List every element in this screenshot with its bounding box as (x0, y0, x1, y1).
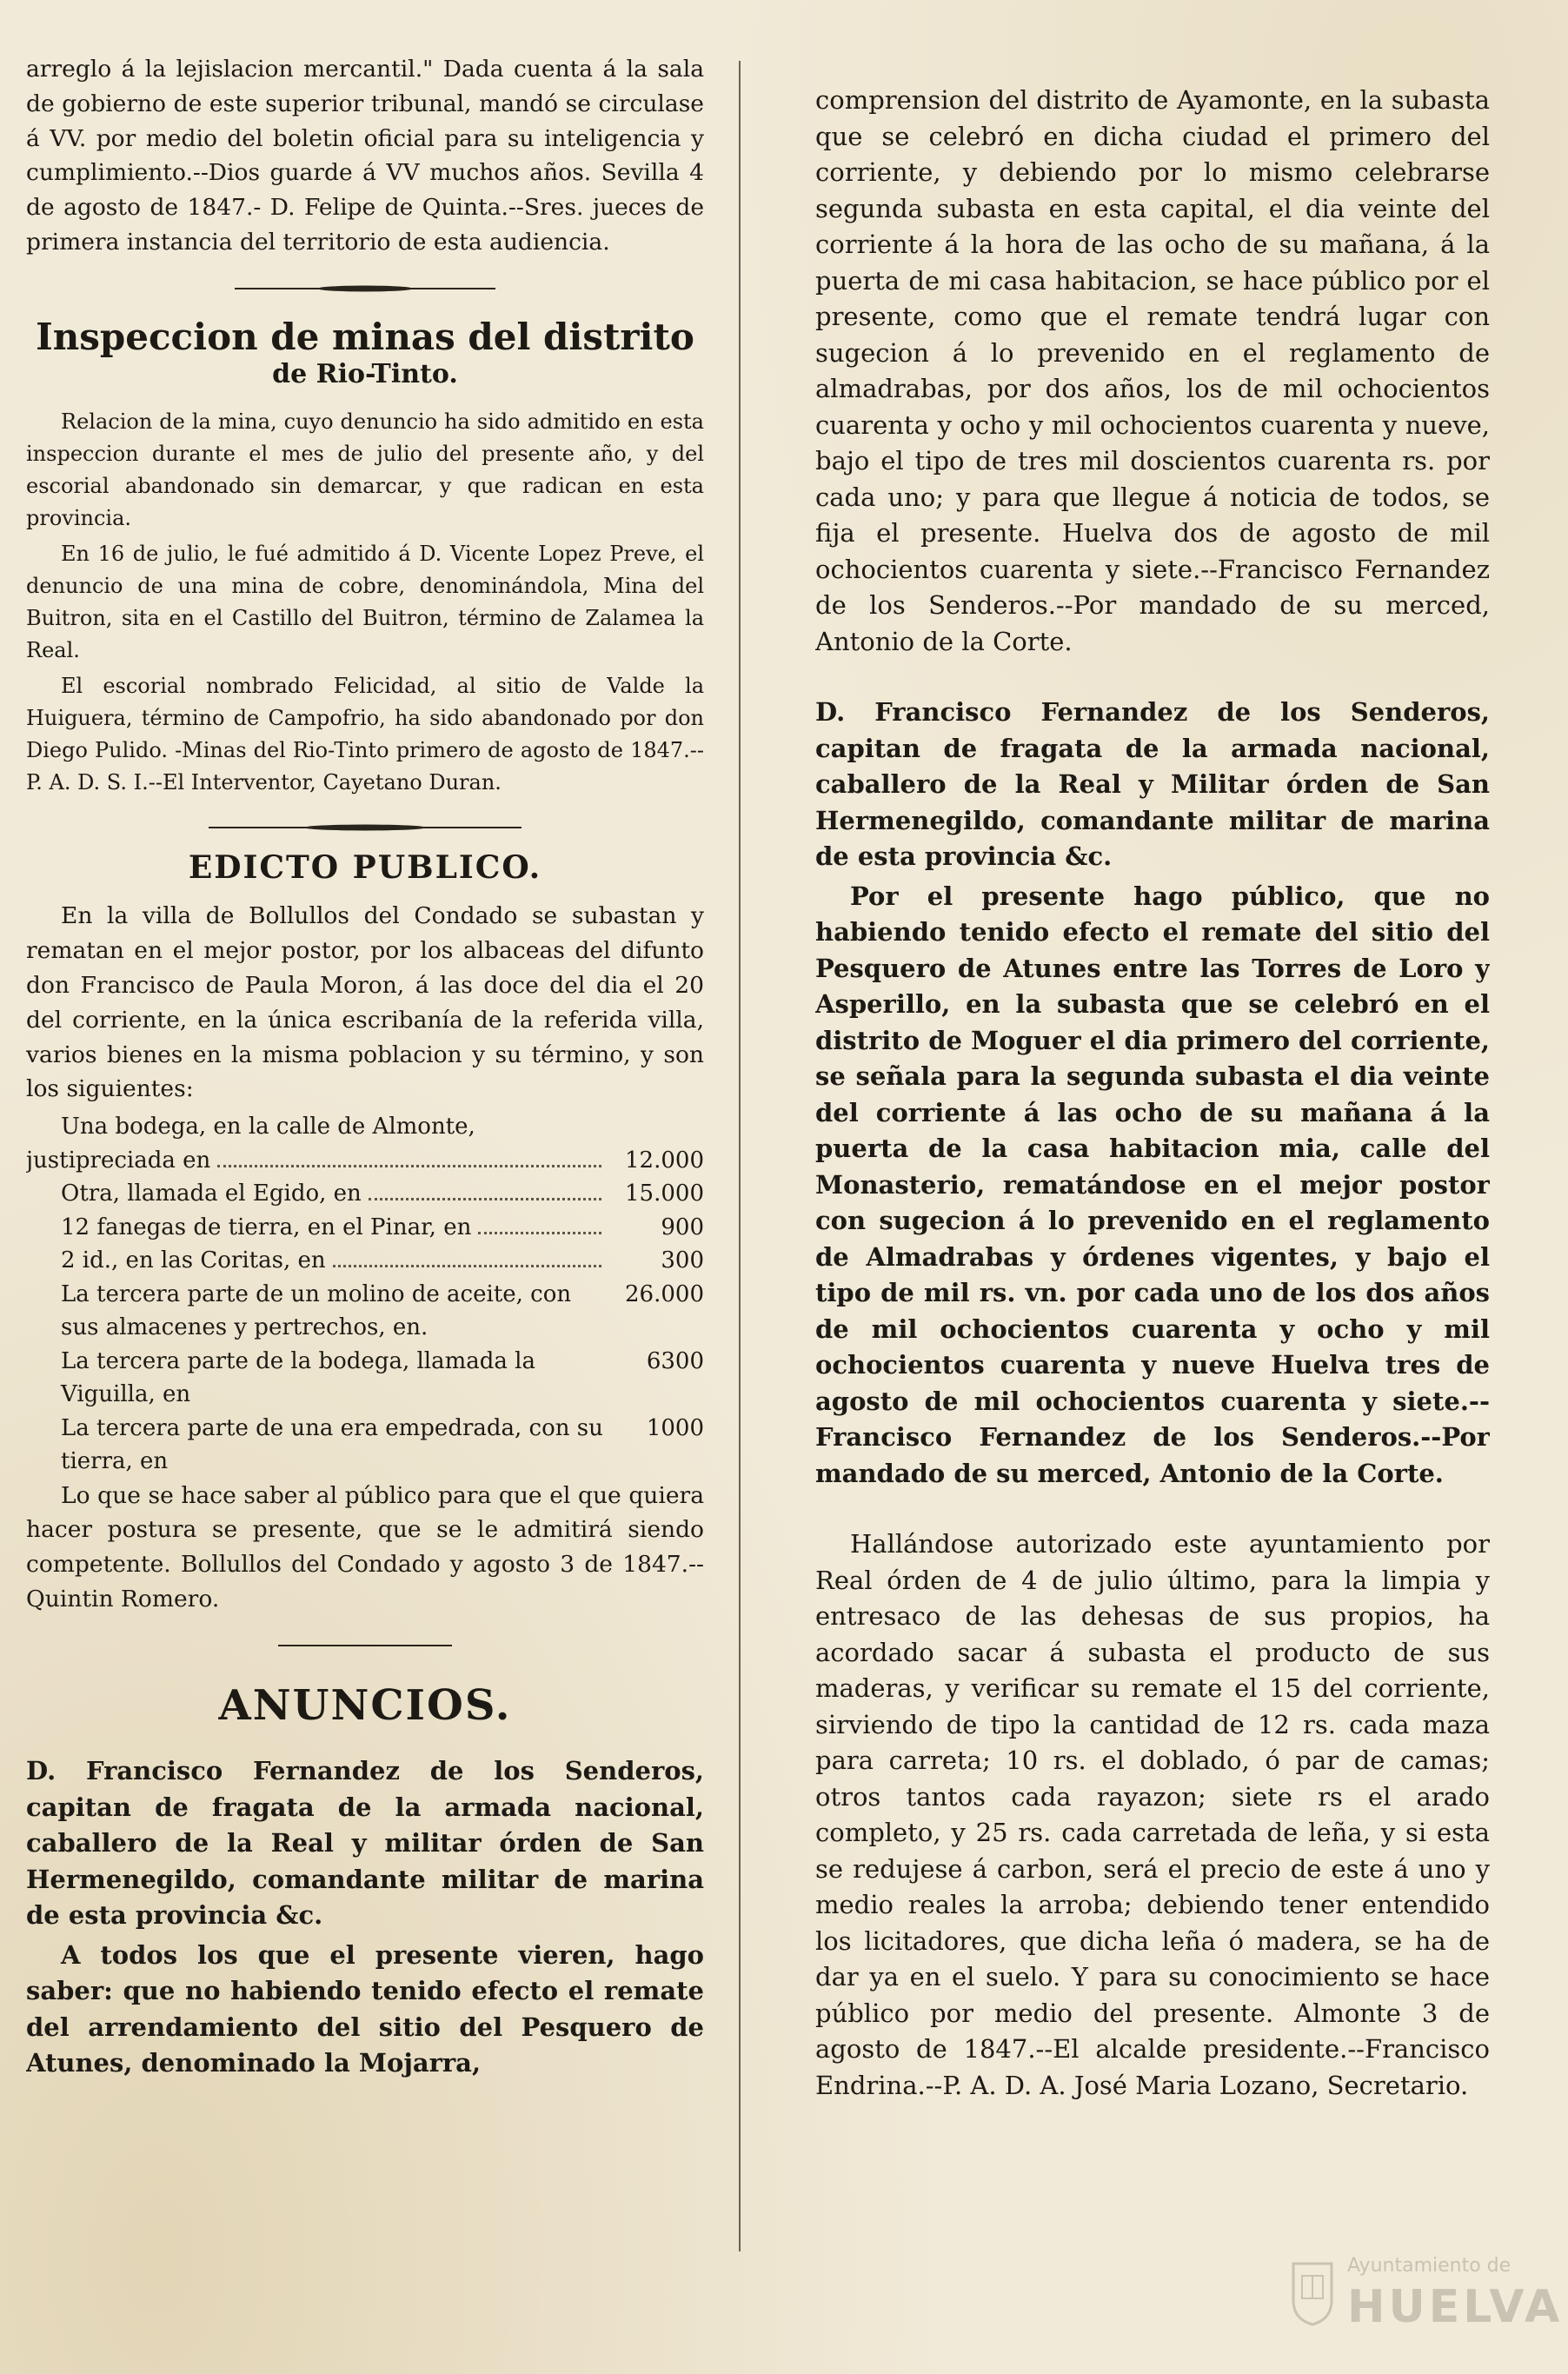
inventory-item (26, 1211, 704, 1245)
inventory-item-label: Otra, llamada el Egido, en (61, 1180, 362, 1207)
anuncios-header: D. Francisco Fernandez de los Senderos, capitan de fragata de la armada nacional, caballero de la Real y militar órden de San Hermenegildo, comandante militar de marina de esta provincia &c. (26, 1756, 704, 1931)
inventory-item-label: Una bodega, en la calle de Almonte, (61, 1114, 475, 1140)
mines-paragraph: El escorial nombrado Felicidad, al sitio de Valde la Huiguera, término de Campofrio, ha sido abandonado por don Diego Pulido. -Minas del Rio-Tinto primero de agosto de 1847.--P. A. D. S. I.--El Interventor, Cayetano Duran. (26, 674, 704, 795)
anuncios-section-title: ANUNCIOS. (218, 1680, 512, 1730)
column-divider (739, 61, 741, 2251)
anuncios-body: A todos los que el presente vieren, hago saber: que no habiendo tenido efecto el remate del arrendamiento del sitio del Pesquero de Atunes, denominado la Mojarra, (26, 1939, 704, 2078)
section-rule (278, 1641, 452, 1650)
section-rule (209, 823, 522, 832)
second-notice-header: D. Francisco Fernandez de los Senderos, capitan de fragata de la armada nacional, caballero de la Real y Militar órden de San Hermenegildo, comandante militar de marina de esta provincia &c. (815, 697, 1490, 871)
inventory-item-label: 2 id., en las Coritas, en (61, 1247, 326, 1274)
watermark-caption: Ayuntamiento de (1347, 2255, 1512, 2277)
continuation-notice (815, 83, 1490, 660)
intro-paragraph: arreglo á la lejislacion mercantil." Dada cuenta á la sala de gobierno de este superior tribunal, mandó se circulase á VV. por medio del boletin oficial para su inteligencia y cumplimiento.--Dios guarde á VV muchos años. Sevilla 4 de agosto de 1847.- D. Felipe de Quinta.--Sres. jueces de primera instancia del territorio de esta audiencia. (26, 56, 704, 256)
continuation-text: comprension del distrito de Ayamonte, en la subasta que se celebró en dicha ciudad el primero del corriente, y debiendo por lo mismo celebrarse segunda subasta en esta capital, el dia veinte del corriente á la hora de las ocho de su mañana, á la puerta de mi casa habitacion, se hace público por el presente, como que el remate tendrá lugar con sugecion á lo prevenido en el reglamento de almadrabas, por dos años, los de mil ochocientos cuarenta y ocho y mil ochocientos cuarenta y nueve, bajo el tipo de tres mil doscientos cuarenta rs. por cada uno; y para que llegue á noticia de todos, se fija el presente. Huelva dos de agosto de mil ochocientos cuarenta y siete.--Francisco Fernandez de los Senderos.--Por mandado de su merced, Antonio de la Corte. (815, 85, 1490, 656)
inventory-item-label: La tercera parte de una era empedrada, con su tierra, en (61, 1414, 603, 1475)
inventory-item-label: 12 fanegas de tierra, en el Pinar, en (61, 1214, 472, 1240)
inventory-item (26, 1177, 704, 1211)
edicto-closing: Lo que se hace saber al público para que el que quiera hacer postura se presente, que se le admitirá siendo competente. Bollullos del Condado y agosto 3 de 1847.--Quintin Romero. (26, 1481, 704, 1613)
inventory-item (26, 1244, 704, 1278)
inventory-item-amount: 300 (661, 1247, 704, 1274)
mines-paragraph: En 16 de julio, le fué admitido á D. Vicente Lopez Preve, el denuncio de una mina de cobre, denominándola, Mina del Buitron, sita en el Castillo del Buitron, término de Zalamea la Real. (26, 542, 704, 663)
inventory-list (26, 1110, 704, 1479)
edicto-section-title: EDICTO PUBLICO. (188, 849, 542, 887)
mines-section-subtitle: de Rio-Tinto. (272, 359, 458, 390)
archive-watermark (1286, 2251, 1564, 2356)
inventory-item-label: La tercera parte de la bodega, llamada la Viguilla, en (61, 1347, 535, 1408)
inventory-item-continuation: justipreciada en (26, 1147, 211, 1174)
inventory-item-amount: 15.000 (625, 1180, 704, 1207)
left-column (26, 52, 704, 2312)
section-rule (235, 284, 495, 293)
mines-paragraph: Relacion de la mina, cuyo denuncio ha sido admitido en esta inspeccion durante el mes de julio del presente año, y del escorial abandonado sin demarcar, y que radican en esta provincia. (26, 409, 704, 531)
inventory-item-amount: 26.000 (625, 1280, 704, 1307)
mines-section-body (26, 406, 704, 799)
right-column (815, 83, 1490, 2308)
third-notice (815, 1526, 1490, 2104)
inventory-item (26, 1345, 704, 1412)
inventory-item-label: La tercera parte de un molino de aceite, con sus almacenes y pertrechos, en. (61, 1280, 572, 1341)
second-notice-body: Por el presente hago público, que no habiendo tenido efecto el remate del sitio del Pesquero de Atunes entre las Torres de Loro y Asperillo, en la subasta que se celebró en el distrito de Moguer el dia primero del corriente, se señala para la segunda subasta el dia veinte del corriente á las ocho de su mañana á la puerta de la casa habitacion mia, calle del Monasterio, rematándose en el mejor postor con sugecion á lo prevenido en el reglamento de Almadrabas y órdenes vigentes, y bajo el tipo de mil rs. vn. por cada uno de los dos años de mil ochocientos cuarenta y ocho y mil ochocientos cuarenta y nueve Huelva tres de agosto de mil ochocientos cuarenta y siete.--Francisco Fernandez de los Senderos.--Por mandado de su merced, Antonio de la Corte. (815, 881, 1490, 1488)
city-seal-icon (1286, 2257, 1339, 2326)
watermark-title: HUELVA (1347, 2281, 1564, 2333)
edicto-section-body (26, 899, 704, 1616)
edicto-intro: En la villa de Bollullos del Condado se subastan y rematan en el mejor postor, por los albaceas del difunto don Francisco de Paula Moron, á las doce del dia el 20 del corriente, en la única escribanía de la referida villa, varios bienes en la misma poblacion y su término, y son los siguientes: (26, 902, 704, 1103)
inventory-item-amount: 6300 (646, 1347, 704, 1374)
inventory-item (26, 1278, 704, 1345)
second-notice (815, 695, 1490, 1492)
mines-section-title: Inspeccion de minas del distrito (36, 315, 694, 358)
inventory-item-amount: 12.000 (625, 1147, 704, 1174)
inventory-item-amount: 1000 (646, 1414, 704, 1441)
inventory-item-amount: 900 (661, 1214, 704, 1240)
inventory-item (26, 1110, 704, 1177)
anuncios-section-body (26, 1753, 704, 2082)
inventory-item (26, 1412, 704, 1479)
third-notice-body: Hallándose autorizado este ayuntamiento por Real órden de 4 de julio último, para la limpia y entresaco de las dehesas de sus propios, ha acordado sacar á subasta el producto de sus maderas, y verificar su remate el 15 del corriente, sirviendo de tipo la cantidad de 12 rs. cada maza para carreta; 10 rs. el doblado, ó par de camas; otros tantos cada rayazon; siete rs el arado completo, y 25 rs. cada carretada de leña, y si esta se redujese á carbon, será el precio de este á uno y medio reales la arroba; debiendo tener entendido los licitadores, que dicha leña ó madera, se ha de dar ya en el suelo. Y para su conocimiento se hace público por medio del presente. Almonte 3 de agosto de 1847.--El alcalde presidente.--Francisco Endrina.--P. A. D. A. José Maria Lozano, Secretario. (815, 1529, 1490, 2100)
